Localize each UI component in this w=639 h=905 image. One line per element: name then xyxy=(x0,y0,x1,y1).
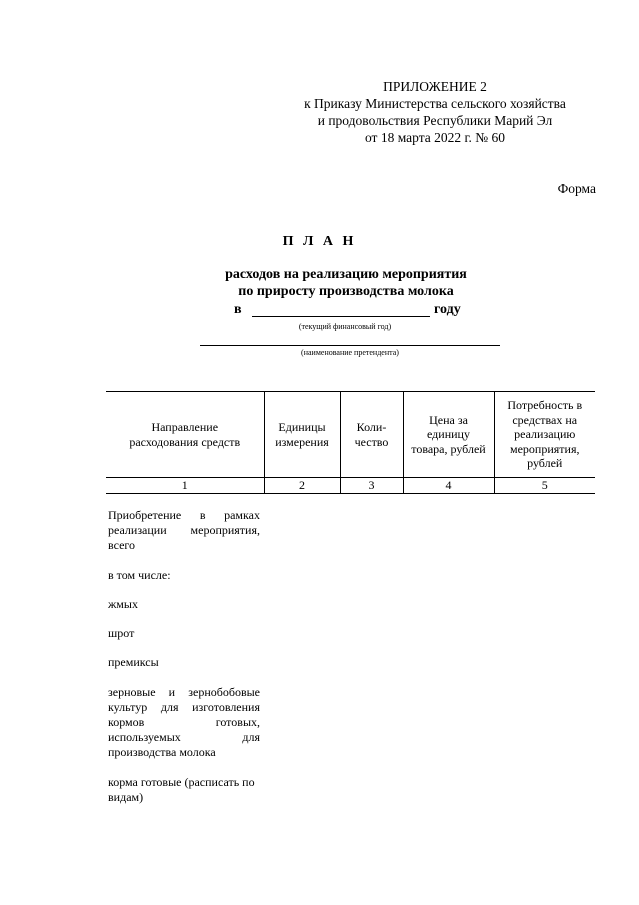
appendix-ministry-line: и продовольствия Республики Марий Эл xyxy=(317,113,553,128)
row-purchase-total xyxy=(108,508,260,553)
year-blank-line xyxy=(252,316,430,317)
column-number: 4 xyxy=(403,478,494,494)
row-label: шрот xyxy=(108,626,135,640)
year-suffix: году xyxy=(434,302,461,317)
row-cake xyxy=(108,597,260,612)
plan-title: П Л А Н xyxy=(282,234,357,249)
header-direction: Направление расходования средств xyxy=(106,392,264,478)
appendix-title: ПРИЛОЖЕНИЕ 2 xyxy=(383,79,487,94)
row-label: зерновые и зернобобовые культур для изготовления кормов готовых, используемых для производства молока xyxy=(108,685,260,759)
header-funds-need: Потребность в средствах на реализацию мероприятия, рублей xyxy=(494,392,595,478)
applicant-hint: (наименование претендента) xyxy=(301,348,399,357)
row-label: корма готовые (расписать по видам) xyxy=(108,775,255,804)
row-label: премиксы xyxy=(108,655,159,669)
row-label: жмых xyxy=(108,597,138,611)
appendix-order-line: к Приказу Министерства сельского хозяйства xyxy=(304,96,566,111)
column-number: 5 xyxy=(494,478,595,494)
row-premix xyxy=(108,655,260,670)
year-hint: (текущий финансовый год) xyxy=(298,322,392,331)
table-number-row xyxy=(106,478,595,494)
column-number: 1 xyxy=(106,478,264,494)
row-label: в том числе: xyxy=(108,568,171,582)
appendix-date-line: от 18 марта 2022 г. № 60 xyxy=(364,130,506,145)
table-header-row xyxy=(106,392,595,478)
column-number: 2 xyxy=(264,478,340,494)
column-number: 3 xyxy=(340,478,403,494)
applicant-blank-line xyxy=(200,345,500,346)
form-label: Форма xyxy=(557,181,596,196)
plan-table xyxy=(106,391,595,494)
row-meal xyxy=(108,626,260,641)
row-grain xyxy=(108,685,260,760)
header-units: Единицы измерения xyxy=(264,392,340,478)
plan-subtitle xyxy=(0,266,639,300)
header-unit-price: Цена за единицу товара, рублей xyxy=(403,392,494,478)
row-including xyxy=(108,568,260,583)
appendix-block xyxy=(280,78,590,146)
row-label: Приобретение в рамках реализации мероприятия, всего xyxy=(108,508,260,552)
subtitle-line-1: расходов на реализацию мероприятия xyxy=(225,267,467,282)
row-ready-feed xyxy=(108,775,258,805)
header-quantity: Коли-чество xyxy=(340,392,403,478)
subtitle-line-2: по приросту производства молока xyxy=(238,284,454,299)
year-prefix: в xyxy=(234,302,242,317)
